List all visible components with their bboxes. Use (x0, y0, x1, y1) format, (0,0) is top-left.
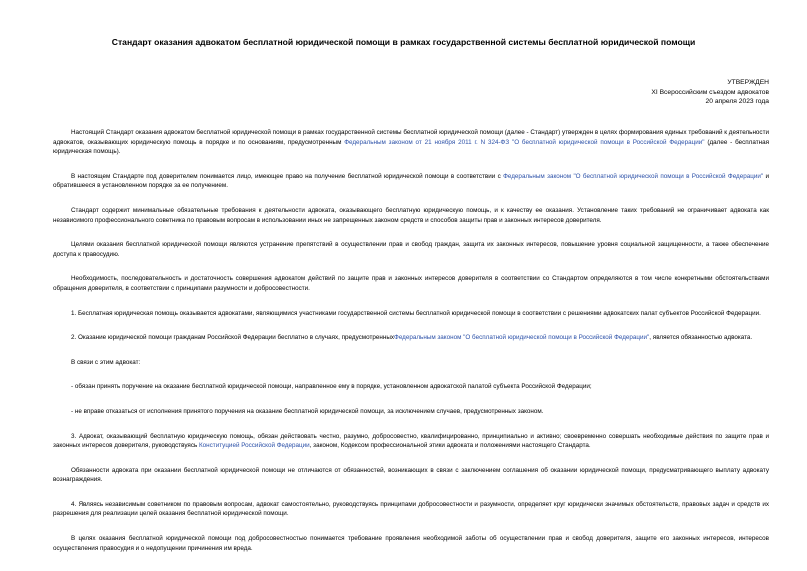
document-title: Стандарт оказания адвокатом бесплатной юридической помощи в рамках государственной системы бесплатной юридической помощи (111, 37, 696, 47)
paragraph (53, 274, 769, 293)
paragraph-text: Необходимость, последовательность и достаточность совершения адвокатом действий по защите прав и законных интересов доверителя в соответствии со Стандартом определяются в том числе конкретными обстоятельствами обращения доверителя, в соответствии с принципами разумности и добросовестности. (53, 275, 769, 292)
approval-by: XI Всероссийским съездом адвокатов (651, 88, 769, 96)
paragraph-text: 4. Являясь независимым советником по правовым вопросам, адвокат самостоятельно, руководствуясь принципами добросовестности и разумности, определяет круг юридически значимых обстоятельств, правовых задач и средств их разрешения для реализации целей оказания бесплатной юридической помощи. (53, 500, 769, 518)
paragraph (53, 240, 769, 259)
paragraph (53, 128, 769, 157)
paragraph-text: В настоящем Стандарте под доверителем понимается лицо, имеющее право на получение бесплатной юридической помощи в соответствии с (71, 172, 504, 180)
paragraph (53, 206, 769, 225)
paragraph-text: , является обязанностью адвоката. (649, 334, 753, 342)
paragraph-text: - не вправе отказаться от исполнения принятого поручения на оказание бесплатной юридической помощи, за исключением случаев, предусмотренных законом. (71, 407, 544, 415)
approval-block (651, 78, 769, 107)
paragraph (53, 358, 769, 368)
paragraph-text: В связи с этим адвокат: (71, 358, 141, 366)
approval-heading: УТВЕРЖДЕН (727, 79, 769, 86)
paragraph-text: и обратившееся в установленном порядке за ее получением. (53, 172, 769, 190)
paragraph (53, 534, 769, 553)
paragraph (53, 333, 769, 343)
paragraph-text: В целях оказания бесплатной юридической помощи под добросовестностью понимается требование проявления необходимой заботы об осуществлении прав и свобод доверителя, защите его законных интересов, интересов осуществления правосудия и о недопущении причинения им вреда. (53, 535, 769, 552)
law-link[interactable]: Конституцией Российской Федерации (199, 442, 310, 450)
paragraph (53, 500, 769, 519)
law-link[interactable]: Федеральным законом от 21 ноября 2011 г. N 324-ФЗ "О бесплатной юридической помощи в Российской Федерации" (344, 138, 705, 146)
paragraph-text: Целями оказания бесплатной юридической помощи являются устранение препятствий в осуществлении прав и свобод граждан, защита их законных интересов, повышение уровня социальной защищенности, а также обеспечение доступа к правосудию. (53, 241, 769, 258)
paragraph-text: 1. Бесплатная юридическая помощь оказывается адвокатами, являющимися участниками государственной системы бесплатной юридической помощи в соответствии с решениями адвокатских палат субъектов Российской Федерации. (71, 309, 761, 317)
paragraph-text: Стандарт содержит минимальные обязательные требования к деятельности адвоката, оказывающего бесплатную юридическую помощь, и к качеству ее оказания. Установление таких требований не ограничивает адвоката как независимого профессионального советника по правовым вопросам в использовании иных не запрещенных законом средств и способов защиты прав и законных интересов доверителя. (53, 206, 769, 224)
paragraph-text: Настоящий Стандарт оказания адвокатом бесплатной юридической помощи в рамках государственной системы бесплатной юридической помощи (далее - Стандарт) утвержден в целях формирования единых требований к деятельности адвокатов, оказывающих юридическую помощь в порядке и по основаниям, предусмотренным (53, 129, 769, 146)
paragraph (53, 172, 769, 191)
paragraph-text: , законом, Кодексом профессиональной этики адвоката и положениями настоящего Стандарта. (309, 442, 591, 450)
paragraph-text: Обязанности адвоката при оказании бесплатной юридической помощи не отличаются от обязанностей, возникающих в связи с заключением соглашения об оказании юридической помощи, предусматривающего выплату адвокату вознаграждения. (53, 466, 769, 484)
paragraph (53, 407, 769, 417)
law-link[interactable]: Федеральным законом "О бесплатной юридической помощи в Российской Федерации" (394, 334, 650, 342)
paragraph-text: 3. Адвокат, оказывающий бесплатную юридическую помощь, обязан действовать честно, разумно, добросовестно, квалифицированно, принципиально и активно; своевременно совершать необходимые действия по защите прав и законных интересов доверителя, руководствуясь (53, 432, 769, 450)
paragraph (53, 382, 769, 392)
paragraph (53, 432, 769, 451)
paragraph-text: 2. Оказание юридической помощи гражданам Российской Федерации бесплатно в случаях, предусмотренных (71, 334, 395, 342)
paragraph (53, 309, 769, 319)
paragraph (53, 466, 769, 485)
paragraph-text: - обязан принять поручение на оказание бесплатной юридической помощи, направленное ему в порядке, установленном адвокатской палатой субъекта Российской Федерации; (71, 383, 592, 391)
document-body (53, 128, 769, 553)
law-link[interactable]: Федеральным законом "О бесплатной юридической помощи в Российской Федерации" (503, 172, 764, 180)
approval-date: 20 апреля 2023 года (705, 98, 769, 106)
paragraph-text: (далее - бесплатная юридическая помощь). (53, 138, 769, 156)
